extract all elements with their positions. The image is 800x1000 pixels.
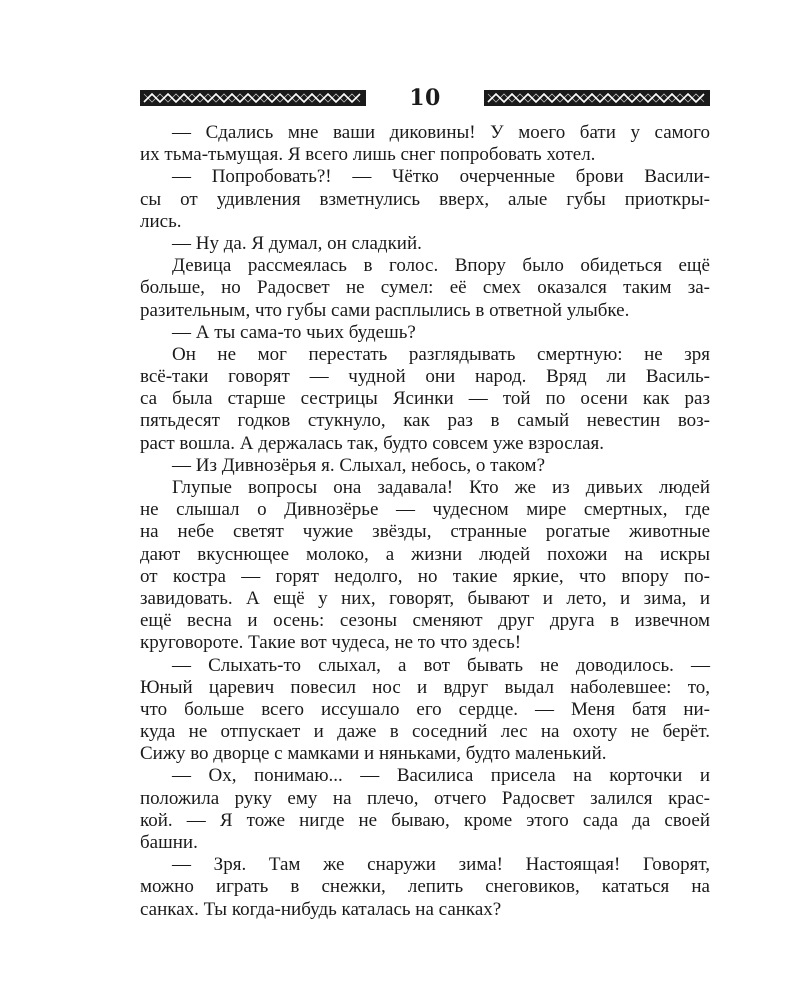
text-line: дают вкуснющее молоко, а жизни людей похожи на искры [140,543,710,565]
body-text [140,122,710,921]
text-line: раст вошла. А держалась так, будто совсем уже взрослая. [140,432,605,454]
text-line: Девица рассмеялась в голос. Впору было обидеться ещё [172,255,710,277]
text-line: разительным, что губы сами расплылись в ответной улыбке. [140,299,630,321]
text-line: на небе светят чужие звёзды, странные рогатые животные [140,521,710,543]
text-line: кой. — Я тоже нигде не бываю, кроме этого сада да своей [140,809,710,831]
text-line: сы от удивления взметнулись вверх, алые губы приоткры- [140,188,710,210]
text-line: пятьдесят годков стукнуло, как раз в самый невестин воз- [140,410,710,432]
page-number: 10 [409,85,441,111]
text-line: что больше всего иссушало его сердце. — Меня батя ни- [140,698,710,720]
text-line: санках. Ты когда-нибудь каталась на санках? [140,898,502,920]
text-line: круговороте. Такие вот чудеса, не то что здесь! [140,632,522,654]
text-line: больше, но Радосвет не сумел: её смех оказался таким за- [140,277,710,299]
text-line: — Ох, понимаю... — Василиса присела на корточки и [172,765,710,787]
header-ornament-right [484,90,710,106]
text-line: — Сдались мне ваши диковины! У моего бати у самого [172,122,710,143]
page-header [140,84,710,112]
text-line: са была старше сестрицы Ясинки — той по осени как раз [140,388,710,410]
text-line: — Ну да. Я думал, он сладкий. [172,232,422,254]
text-line: от костра — горят недолго, но такие яркие, что впору по- [140,565,710,587]
text-line: Юный царевич повесил нос и вдруг выдал наболевшее: то, [140,676,710,698]
text-line: Он не мог перестать разглядывать смертную: не зря [172,343,710,365]
text-line: Сижу во дворце с мамками и няньками, будто маленький. [140,743,607,765]
text-line: — Зря. Там же снаружи зима! Настоящая! Говорят, [172,854,710,876]
text-line: положила руку ему на плечо, отчего Радосвет залился крас- [140,787,710,809]
text-line: — А ты сама-то чьих будешь? [172,321,416,343]
text-line: завидовать. А ещё у них, говорят, бывают и лето, и зима, и [140,587,710,609]
text-line: ещё весна и осень: сезоны сменяют друг друга в извечном [140,610,710,632]
text-line: можно играть в снежки, лепить снеговиков, кататься на [140,876,710,898]
text-line: башни. [140,832,198,853]
text-line: всё-таки говорят — чудной они народ. Вряд ли Василь- [140,366,710,388]
text-line: не слышал о Дивнозёрье — чудесном мире смертных, где [140,499,710,521]
text-line: Глупые вопросы она задавала! Кто же из дивьих людей [172,477,710,498]
text-line: их тьма-тьмущая. Я всего лишь снег попробовать хотел. [140,144,596,166]
text-line: — Попробовать?! — Чётко очерченные брови Васили- [172,166,710,188]
text-line: — Слыхать-то слыхал, а вот бывать не доводилось. — [172,654,710,676]
text-line: куда не отпускает и даже в соседний лес на охоту не берёт. [140,721,710,743]
text-line: лись. [140,210,182,232]
text-line: — Из Дивнозёрья я. Слыхал, небось, о таком? [172,454,545,476]
